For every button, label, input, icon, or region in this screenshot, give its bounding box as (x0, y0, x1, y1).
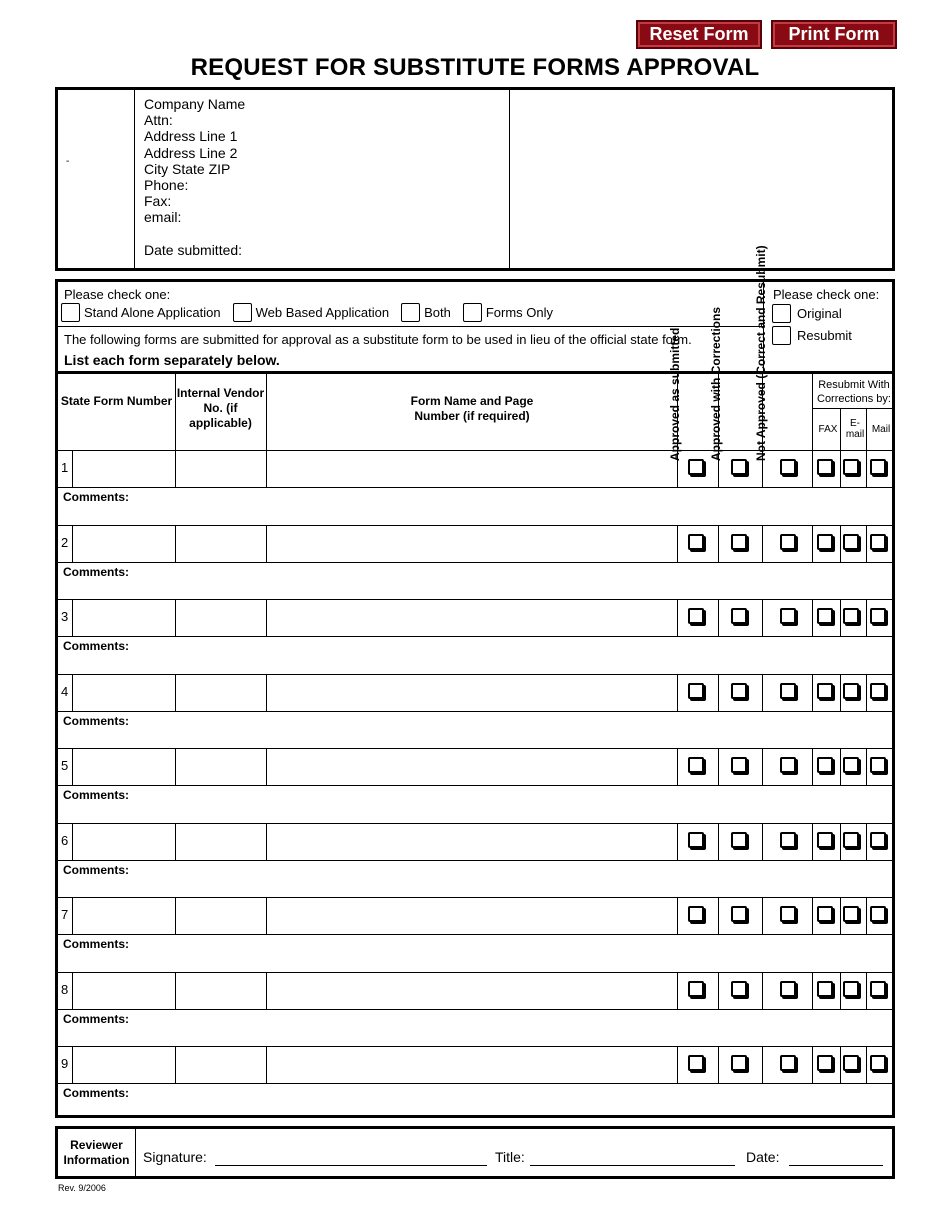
form-name-header: Form Name and Page Number (if required) (410, 394, 534, 423)
form-name-input[interactable] (267, 748, 677, 785)
resubmit-label: Resubmit (797, 328, 852, 343)
state-form-number-input[interactable] (73, 972, 175, 1009)
date-label: Date: (746, 1149, 780, 1165)
not-approved-checkbox[interactable] (780, 683, 796, 699)
row-number: 5 (61, 758, 69, 773)
cell-divider (677, 450, 678, 487)
form-name-input[interactable] (267, 450, 677, 487)
cell-divider (677, 674, 678, 711)
cell-divider (718, 972, 719, 1009)
cell-divider (812, 897, 813, 934)
reset-form-button[interactable]: Reset Form (636, 20, 762, 49)
state-form-number-input[interactable] (73, 525, 175, 562)
cell-divider (762, 748, 763, 785)
cell-divider (677, 823, 678, 860)
vendor-number-input[interactable] (176, 972, 266, 1009)
row-number: 3 (61, 609, 69, 624)
comments-label: Comments: (63, 713, 130, 728)
cell-divider (718, 897, 719, 934)
cell-divider (840, 897, 841, 934)
cell-divider (812, 1046, 813, 1083)
cell-divider (840, 450, 841, 487)
date-submitted: Date submitted: (144, 241, 243, 258)
header-divider (762, 374, 763, 450)
comments-label: Comments: (63, 490, 130, 504)
cell-divider (677, 599, 678, 636)
company-address-area (135, 90, 510, 268)
comments-input[interactable] (138, 637, 888, 673)
original-checkbox[interactable] (772, 304, 791, 323)
cell-divider (718, 748, 719, 785)
cell-divider (840, 748, 841, 785)
email-checkbox[interactable] (843, 757, 859, 773)
cell-divider (866, 897, 867, 934)
vendor-header: Internal Vendor No. (if applicable) (176, 386, 265, 430)
cell-divider (812, 674, 813, 711)
mail-checkbox[interactable] (870, 1055, 886, 1071)
vendor-number-input[interactable] (176, 1046, 266, 1083)
cell-divider (718, 525, 719, 562)
fax-header: FAX (818, 424, 838, 435)
cell-divider (840, 823, 841, 860)
original-label: Original (797, 306, 842, 321)
date-field[interactable] (789, 1165, 883, 1166)
stand-alone-checkbox[interactable] (61, 303, 80, 322)
approved-checkbox[interactable] (688, 1055, 704, 1071)
header-divider (812, 408, 892, 409)
cell-divider (866, 674, 867, 711)
fax-checkbox[interactable] (817, 534, 833, 550)
company-name: Company Name (144, 96, 246, 112)
header-divider (677, 374, 678, 450)
cell-divider (866, 972, 867, 1009)
company-fax: Fax: (144, 193, 172, 210)
cell-divider (840, 1046, 841, 1083)
approved-corrections-checkbox[interactable] (731, 534, 747, 550)
fax-checkbox[interactable] (817, 608, 833, 624)
not-approved-checkbox[interactable] (780, 981, 796, 997)
email-checkbox[interactable] (843, 683, 859, 699)
not-approved-checkbox[interactable] (780, 459, 796, 475)
comments-label: Comments: (63, 639, 130, 653)
cell-divider (762, 599, 763, 636)
page-title: REQUEST FOR SUBSTITUTE FORMS APPROVAL (190, 54, 760, 81)
form-name-input[interactable] (267, 525, 677, 562)
state-form-number-input[interactable] (73, 674, 175, 711)
form-name-input[interactable] (267, 599, 677, 636)
company-info-box (55, 87, 895, 271)
vendor-number-input[interactable] (176, 674, 266, 711)
company-logo-area[interactable] (58, 90, 135, 268)
cell-divider (812, 972, 813, 1009)
form-name-input[interactable] (267, 823, 677, 860)
mail-checkbox[interactable] (870, 608, 886, 624)
cell-divider (718, 599, 719, 636)
cell-divider (840, 674, 841, 711)
email-checkbox[interactable] (843, 534, 859, 550)
cell-divider (677, 525, 678, 562)
approved-corrections-checkbox[interactable] (731, 757, 747, 773)
header-divider (718, 374, 719, 450)
comments-input[interactable] (138, 861, 888, 897)
header-divider (840, 408, 841, 450)
not-approved-header: Not Approved (Correct and Resubmit) (754, 245, 768, 461)
cell-divider (812, 748, 813, 785)
comments-input[interactable] (138, 488, 888, 524)
not-approved-checkbox[interactable] (780, 832, 796, 848)
company-attn: Attn: (144, 112, 173, 129)
mail-checkbox[interactable] (870, 459, 886, 475)
not-approved-checkbox[interactable] (780, 1055, 796, 1071)
header-divider (175, 374, 176, 450)
row-number: 7 (61, 907, 69, 922)
forms-only-checkbox[interactable] (463, 303, 482, 322)
company-address-1: Address Line 1 (144, 128, 238, 145)
approved-checkbox[interactable] (688, 757, 704, 773)
form-name-input[interactable] (267, 1046, 677, 1083)
state-form-header: State Form Number (60, 394, 173, 408)
cell-divider (840, 599, 841, 636)
cell-divider (677, 972, 678, 1009)
cell-divider (718, 823, 719, 860)
cell-divider (718, 674, 719, 711)
vendor-number-input[interactable] (176, 525, 266, 562)
logo-placeholder: - (66, 156, 70, 167)
signature-label: Signature: (143, 1149, 207, 1165)
email-checkbox[interactable] (843, 608, 859, 624)
app-type-prompt: Please check one: (64, 287, 171, 302)
email-checkbox[interactable] (843, 981, 859, 997)
approved-checkbox[interactable] (688, 608, 704, 624)
comments-label: Comments: (63, 564, 130, 579)
cell-divider (866, 525, 867, 562)
mail-checkbox[interactable] (870, 906, 886, 922)
comments-input[interactable] (138, 1084, 888, 1120)
approved-corrections-checkbox[interactable] (731, 459, 747, 475)
approved-header: Approved as submitted (668, 327, 682, 461)
form-name-input[interactable] (267, 972, 677, 1009)
cell-divider (677, 897, 678, 934)
cell-divider (812, 450, 813, 487)
state-form-number-input[interactable] (73, 897, 175, 934)
cell-divider (866, 748, 867, 785)
mail-checkbox[interactable] (870, 981, 886, 997)
state-form-number-input[interactable] (73, 450, 175, 487)
comments-input[interactable] (138, 786, 888, 822)
approved-checkbox[interactable] (688, 832, 704, 848)
state-form-number-input[interactable] (73, 748, 175, 785)
approved-corrections-checkbox[interactable] (731, 608, 747, 624)
stand-alone-label: Stand Alone Application (84, 305, 221, 320)
comments-label: Comments: (63, 862, 130, 877)
fax-checkbox[interactable] (817, 906, 833, 922)
cell-divider (812, 599, 813, 636)
comments-input[interactable] (138, 1010, 888, 1046)
cell-divider (762, 450, 763, 487)
approved-corrections-checkbox[interactable] (731, 981, 747, 997)
state-form-number-input[interactable] (73, 823, 175, 860)
row-number: 2 (61, 534, 69, 550)
form-name-input[interactable] (267, 674, 677, 711)
cell-divider (762, 1046, 763, 1083)
header-divider (812, 374, 813, 450)
row-number: 1 (61, 460, 69, 475)
title-field[interactable] (530, 1165, 735, 1166)
comments-label: Comments: (63, 1011, 130, 1026)
email-checkbox[interactable] (843, 1055, 859, 1071)
cell-divider (718, 450, 719, 487)
cell-divider (762, 525, 763, 562)
cell-divider (866, 823, 867, 860)
company-address-2: Address Line 2 (144, 144, 238, 161)
reviewer-box (55, 1126, 895, 1179)
state-form-number-input[interactable] (73, 599, 175, 636)
title-label: Title: (495, 1149, 525, 1165)
comments-input[interactable] (138, 712, 888, 748)
cell-divider (812, 525, 813, 562)
mail-checkbox[interactable] (870, 757, 886, 773)
revision-note: Rev. 9/2006 (58, 1183, 106, 1193)
row-number: 4 (61, 683, 69, 699)
company-phone: Phone: (144, 177, 189, 194)
comments-input[interactable] (138, 935, 888, 971)
comments-label: Comments: (63, 1086, 130, 1100)
cell-divider (718, 1046, 719, 1083)
not-approved-checkbox[interactable] (780, 608, 796, 624)
fax-checkbox[interactable] (817, 832, 833, 848)
not-approved-checkbox[interactable] (780, 534, 796, 550)
cell-divider (866, 1046, 867, 1083)
notes-field[interactable] (511, 90, 892, 268)
resubmit-checkbox[interactable] (772, 326, 791, 345)
approved-corrections-checkbox[interactable] (731, 1055, 747, 1071)
cell-divider (840, 972, 841, 1009)
comments-input[interactable] (138, 563, 888, 599)
email-checkbox[interactable] (843, 906, 859, 922)
row-number: 6 (61, 832, 69, 848)
row-number: 9 (61, 1056, 69, 1071)
fax-checkbox[interactable] (817, 981, 833, 997)
approved-checkbox[interactable] (688, 906, 704, 922)
comments-label: Comments: (63, 937, 130, 951)
approved-corrections-checkbox[interactable] (731, 906, 747, 922)
approved-corrections-header: Approved with Corrections (709, 306, 723, 461)
approved-checkbox[interactable] (688, 459, 704, 475)
mail-checkbox[interactable] (870, 534, 886, 550)
cell-divider (840, 525, 841, 562)
resubmit-header: Resubmit With Corrections by: (817, 379, 891, 405)
fax-checkbox[interactable] (817, 1055, 833, 1071)
approved-corrections-checkbox[interactable] (731, 832, 747, 848)
cell-divider (762, 972, 763, 1009)
vendor-number-input[interactable] (176, 450, 266, 487)
fax-checkbox[interactable] (817, 459, 833, 475)
not-approved-checkbox[interactable] (780, 906, 796, 922)
submission-statement: The following forms are submitted for approval as a substitute form to be used in lieu of the official state form. (64, 332, 692, 347)
vendor-number-input[interactable] (176, 599, 266, 636)
row-number: 8 (61, 981, 69, 997)
cell-divider (866, 599, 867, 636)
mail-checkbox[interactable] (870, 683, 886, 699)
comments-label: Comments: (63, 788, 130, 802)
forms-only-label: Forms Only (485, 305, 553, 320)
approved-checkbox[interactable] (688, 683, 704, 699)
web-based-checkbox[interactable] (233, 303, 252, 322)
company-city: City State ZIP (144, 160, 231, 177)
both-label: Both (424, 305, 451, 320)
approved-checkbox[interactable] (688, 981, 704, 997)
fax-checkbox[interactable] (817, 757, 833, 773)
mail-checkbox[interactable] (870, 832, 886, 848)
submission-type-prompt: Please check one: (773, 287, 880, 302)
vendor-number-input[interactable] (176, 823, 266, 860)
cell-divider (677, 1046, 678, 1083)
vendor-number-input[interactable] (176, 897, 266, 934)
state-form-number-input[interactable] (73, 1046, 175, 1083)
email-checkbox[interactable] (843, 832, 859, 848)
not-approved-checkbox[interactable] (780, 757, 796, 773)
company-email: email: (144, 209, 182, 226)
application-type-box (55, 279, 895, 373)
email-checkbox[interactable] (843, 459, 859, 475)
cell-divider (866, 450, 867, 487)
header-divider (266, 374, 267, 450)
cell-divider (762, 674, 763, 711)
web-based-label: Web Based Application (255, 305, 390, 320)
cell-divider (677, 748, 678, 785)
email-header: E-mail (845, 418, 865, 440)
vendor-number-input[interactable] (176, 748, 266, 785)
form-name-input[interactable] (267, 897, 677, 934)
cell-divider (762, 897, 763, 934)
cell-divider (812, 823, 813, 860)
mail-header: Mail (871, 424, 891, 435)
fax-checkbox[interactable] (817, 683, 833, 699)
reviewer-label: Reviewer Information (58, 1129, 136, 1176)
list-instruction: List each form separately below. (64, 352, 280, 368)
signature-field[interactable] (215, 1165, 487, 1166)
cell-divider (762, 823, 763, 860)
print-form-button[interactable]: Print Form (771, 20, 897, 49)
header-divider (866, 408, 867, 450)
both-checkbox[interactable] (401, 303, 420, 322)
approved-corrections-checkbox[interactable] (731, 683, 747, 699)
approved-checkbox[interactable] (688, 534, 704, 550)
divider (58, 326, 764, 327)
